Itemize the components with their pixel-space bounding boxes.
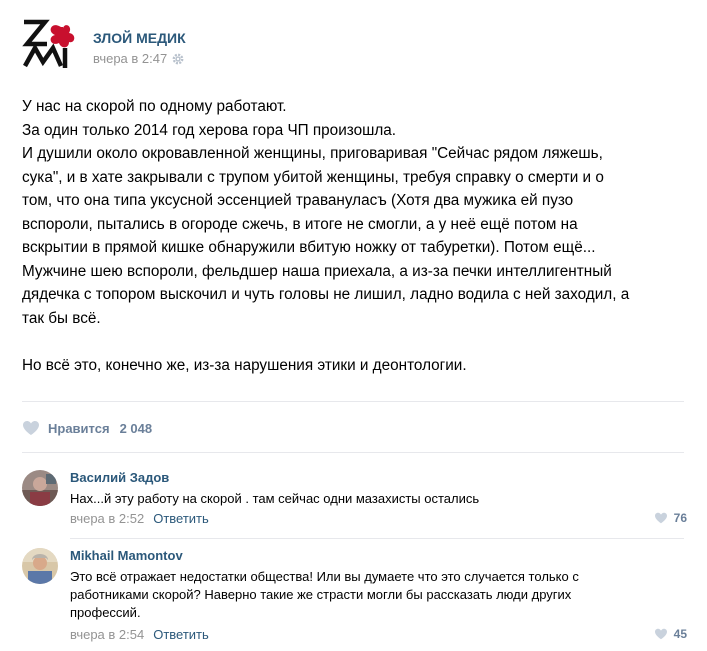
comment-text: Это всё отражает недостатки общества! Или вы думаете что это случается только с работниками скорой? Наверно такие же страсти могли бы рассказать люди других профессий. (70, 569, 579, 620)
paragraph-gap (22, 330, 692, 354)
like-count: 2 048 (119, 420, 153, 436)
comment-like-count: 45 (673, 627, 687, 641)
like-label: Нравится (48, 420, 110, 436)
comment-meta (70, 511, 209, 526)
post-header (21, 18, 681, 73)
comment-item (22, 470, 687, 530)
avatar[interactable] (22, 470, 58, 506)
comment-text: Нах...й эту работу на скорой . там сейчас одни мазахисты остались (70, 491, 480, 506)
post-text (22, 95, 692, 377)
post-line: Мужчине шею вспороли, фельдшер наша приехала, а из-за печки интеллигентный (22, 262, 612, 280)
community-logo[interactable] (21, 18, 75, 70)
like-button[interactable] (22, 418, 152, 438)
post-meta (93, 51, 184, 66)
avatar[interactable] (22, 548, 58, 584)
reply-button[interactable]: Ответить (153, 627, 209, 642)
post-time[interactable]: вчера в 2:47 (93, 51, 168, 66)
post-line: вспороли, пытались в огороде сжечь, в итоге не смогли, а у неё ещё потом на (22, 215, 578, 233)
post-line: За один только 2014 год херова гора ЧП произошла. (22, 121, 397, 139)
comment-meta (70, 627, 209, 642)
post-line: И душили около окровавленной женщины, приговаривая "Сейчас рядом ляжешь, (22, 145, 603, 162)
comment-like-button[interactable] (654, 627, 687, 641)
comment-item (22, 548, 687, 643)
comment-time[interactable]: вчера в 2:54 (70, 627, 145, 642)
comment-like-button[interactable] (654, 511, 687, 525)
comment-like-count: 76 (673, 511, 687, 525)
post-line: У нас на скорой по одному работают. (22, 98, 287, 115)
post-line: дядечка с топором выскочил и чуть головы не лишил, ладно водила с ней заходил, а (22, 286, 630, 303)
gear-icon[interactable] (172, 53, 184, 65)
heart-icon (22, 420, 40, 436)
comment-time[interactable]: вчера в 2:52 (70, 511, 145, 526)
comment-author[interactable]: Василий Задов (70, 470, 170, 485)
post-line: так бы всё. (22, 309, 101, 327)
post-line: сука", и в хате закрывали с трупом убитой женщины, требуя справку о смерти и о (22, 168, 604, 186)
reply-button[interactable]: Ответить (153, 511, 209, 526)
divider (70, 538, 684, 539)
post-author[interactable]: ЗЛОЙ МЕДИК (93, 30, 186, 46)
post-line: вскрытии в прямой кишке обнаружили вбитую ножку от табуретки). Потом ещё... (22, 239, 596, 256)
heart-icon (654, 628, 668, 640)
post-line: том, что она типа уксусной эссенцией травануласъ (Хотя два мужика ей пузо (22, 192, 574, 209)
heart-icon (654, 512, 668, 524)
comment-author[interactable]: Mikhail Mamontov (70, 548, 183, 563)
post-line: Но всё это, конечно же, из-за нарушения этики и деонтологии. (22, 356, 467, 374)
divider (22, 401, 684, 402)
divider (22, 452, 684, 453)
